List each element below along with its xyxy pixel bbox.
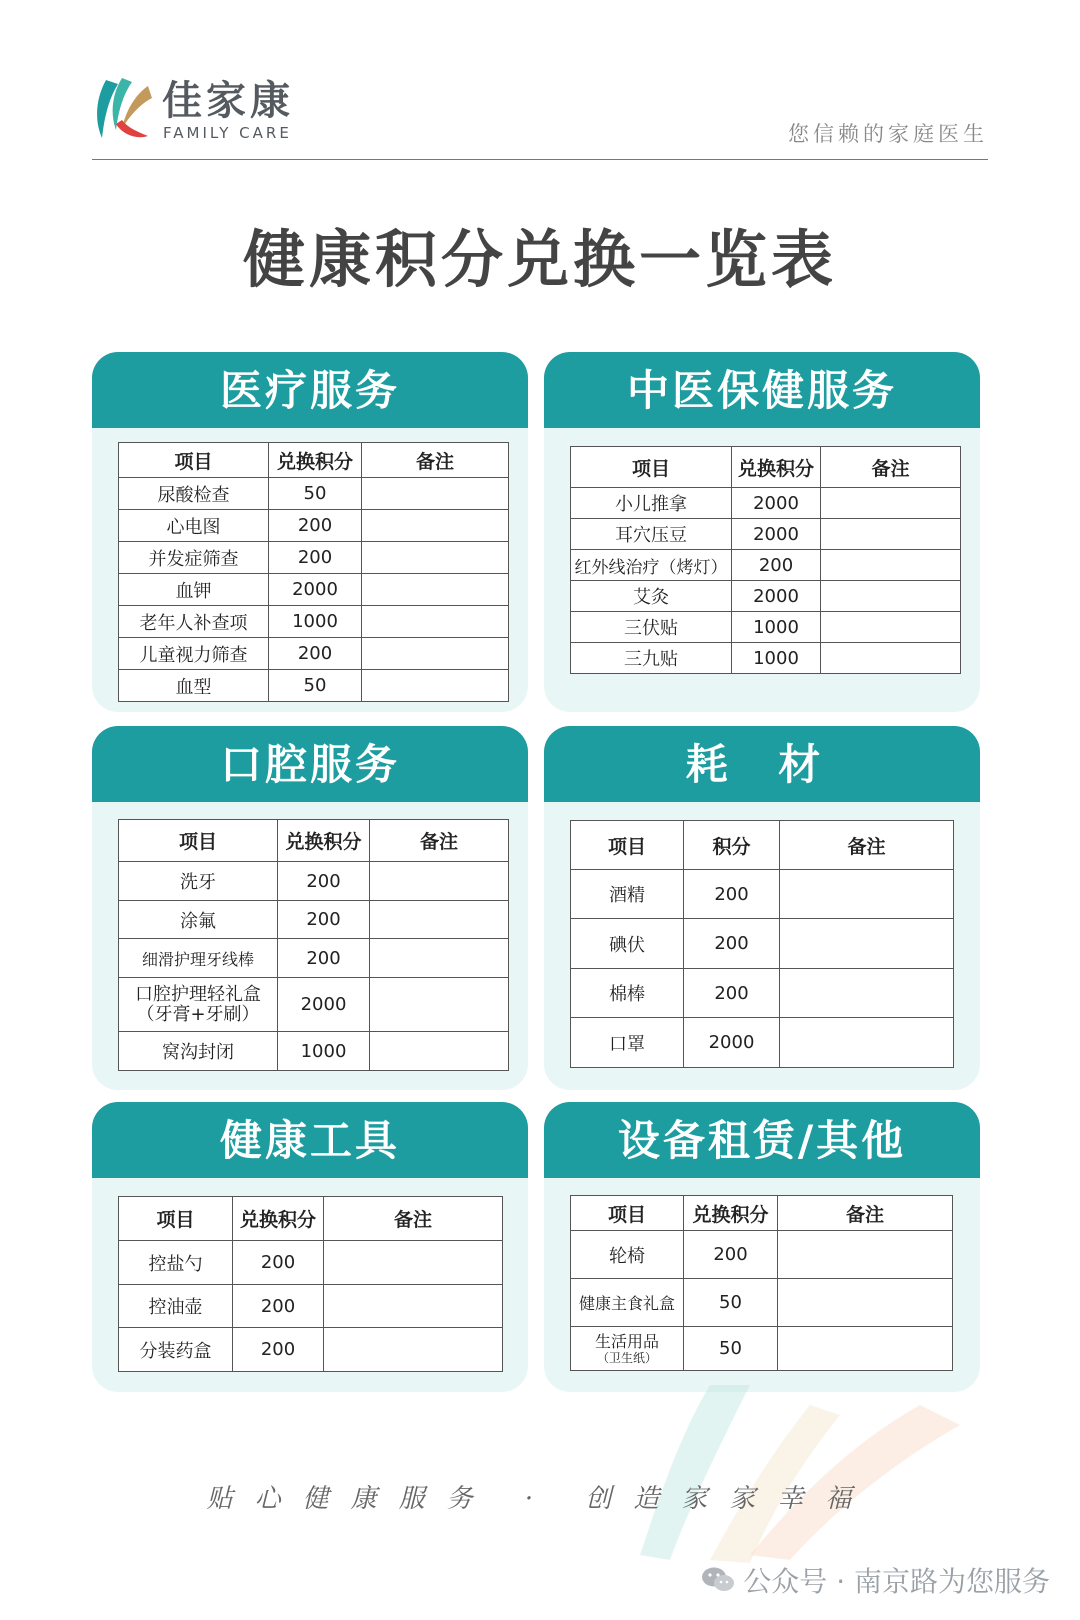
item-cell: 轮椅 <box>571 1231 684 1279</box>
item-cell: 控油壶 <box>119 1285 233 1328</box>
col-header-note: 备注 <box>780 821 954 870</box>
item-cell: 洗牙 <box>119 862 278 901</box>
col-header-note: 备注 <box>821 447 961 488</box>
item-sub-note: （牙膏+牙刷） <box>136 1003 260 1025</box>
item-cell: 三九贴 <box>571 643 732 674</box>
item-name: 生活用品 <box>594 1331 659 1351</box>
item-cell: 心电图 <box>119 510 269 542</box>
item-cell: 酒精 <box>571 870 684 919</box>
table-row <box>119 574 509 606</box>
points-cell: 200 <box>233 1241 324 1285</box>
header-divider <box>92 159 988 160</box>
note-cell <box>778 1231 953 1279</box>
item-cell: 儿童视力筛查 <box>119 638 269 670</box>
table-row <box>571 612 961 643</box>
table-row <box>571 1018 954 1068</box>
points-cell: 2000 <box>732 488 821 519</box>
table-header-row <box>571 821 954 870</box>
card-tools <box>92 1102 528 1392</box>
item-cell: 三伏贴 <box>571 612 732 643</box>
table-header-row <box>571 1196 953 1231</box>
table-row <box>571 550 961 581</box>
item-cell <box>119 978 278 1032</box>
note-cell <box>362 670 509 702</box>
note-cell <box>370 901 509 939</box>
note-cell <box>821 612 961 643</box>
col-header-note: 备注 <box>324 1197 503 1241</box>
item-cell: 窝沟封闭 <box>119 1032 278 1071</box>
item-cell: 血钾 <box>119 574 269 606</box>
item-cell: 并发症筛查 <box>119 542 269 574</box>
table-row <box>571 1231 953 1279</box>
points-cell: 2000 <box>278 978 370 1032</box>
note-cell <box>821 488 961 519</box>
item-cell: 涂氟 <box>119 901 278 939</box>
page-title: 健康积分兑换一览表 <box>242 223 837 296</box>
note-cell <box>370 978 509 1032</box>
table-header-row <box>119 1197 503 1241</box>
wechat-icon <box>701 1566 735 1594</box>
table-row <box>571 1327 953 1371</box>
card-rental <box>544 1102 980 1392</box>
table-row <box>119 510 509 542</box>
points-cell: 200 <box>684 969 780 1018</box>
points-cell: 200 <box>278 939 370 978</box>
item-cell: 艾灸 <box>571 581 732 612</box>
card-supplies-title: 耗 材 <box>544 726 980 802</box>
table-row <box>119 606 509 638</box>
card-tcm <box>544 352 980 712</box>
points-cell: 200 <box>269 542 362 574</box>
supplies-table <box>570 820 954 1068</box>
table-row <box>571 870 954 919</box>
col-header-item: 项目 <box>571 821 684 870</box>
note-cell <box>362 638 509 670</box>
points-cell: 2000 <box>732 581 821 612</box>
note-cell <box>821 519 961 550</box>
card-tools-title: 健康工具 <box>92 1102 528 1178</box>
item-cell: 细滑护理牙线棒 <box>119 939 278 978</box>
rental-table <box>570 1195 953 1371</box>
table-row <box>119 1241 503 1285</box>
table-row <box>571 519 961 550</box>
points-cell: 1000 <box>278 1032 370 1071</box>
note-cell <box>362 574 509 606</box>
col-header-item: 项目 <box>119 443 269 478</box>
card-rental-title: 设备租赁/其他 <box>544 1102 980 1178</box>
table-header-row <box>571 447 961 488</box>
table-row <box>119 901 509 939</box>
points-cell: 200 <box>278 862 370 901</box>
footer-slogan: 贴心健康服务 · 创造家家幸福 <box>206 1484 874 1514</box>
table-row <box>119 1328 503 1372</box>
table-row <box>571 581 961 612</box>
note-cell <box>778 1327 953 1371</box>
item-cell: 健康主食礼盒 <box>571 1279 684 1327</box>
note-cell <box>324 1285 503 1328</box>
item-cell: 棉棒 <box>571 969 684 1018</box>
tcm-table <box>570 446 961 674</box>
note-cell <box>362 510 509 542</box>
brand-name-cn: 佳家康 <box>162 78 294 124</box>
points-cell: 200 <box>269 638 362 670</box>
points-cell: 50 <box>269 478 362 510</box>
table-row <box>119 638 509 670</box>
points-cell: 200 <box>684 919 780 969</box>
points-cell: 1000 <box>269 606 362 638</box>
note-cell <box>362 606 509 638</box>
note-cell <box>780 870 954 919</box>
item-cell <box>571 1327 684 1371</box>
table-row <box>119 939 509 978</box>
col-header-item: 项目 <box>119 1197 233 1241</box>
card-medical-title: 医疗服务 <box>92 352 528 428</box>
item-cell: 控盐勺 <box>119 1241 233 1285</box>
table-row <box>119 542 509 574</box>
col-header-points: 兑换积分 <box>278 820 370 862</box>
decorative-brush-graphic <box>600 1385 970 1565</box>
note-cell <box>362 542 509 574</box>
points-cell: 50 <box>684 1327 778 1371</box>
table-row <box>119 978 509 1032</box>
points-cell: 2000 <box>732 519 821 550</box>
table-header-row <box>119 820 509 862</box>
points-cell: 200 <box>732 550 821 581</box>
table-header-row <box>119 443 509 478</box>
item-cell: 耳穴压豆 <box>571 519 732 550</box>
points-cell: 200 <box>233 1328 324 1372</box>
table-row <box>571 1279 953 1327</box>
note-cell <box>324 1241 503 1285</box>
col-header-points: 积分 <box>684 821 780 870</box>
col-header-points: 兑换积分 <box>269 443 362 478</box>
item-sub-note: （卫生纸） <box>596 1350 657 1365</box>
note-cell <box>362 478 509 510</box>
col-header-item: 项目 <box>571 447 732 488</box>
points-cell: 200 <box>233 1285 324 1328</box>
col-header-points: 兑换积分 <box>233 1197 324 1241</box>
note-cell <box>780 969 954 1018</box>
note-cell <box>370 862 509 901</box>
table-row <box>571 643 961 674</box>
table-row <box>119 862 509 901</box>
note-cell <box>780 1018 954 1068</box>
table-row <box>119 1032 509 1071</box>
col-header-note: 备注 <box>778 1196 953 1231</box>
item-name: 口腔护理轻礼盒 <box>135 983 261 1005</box>
table-row <box>571 919 954 969</box>
watermark-text: 公众号 · 南京路为您服务 <box>743 1565 1050 1598</box>
col-header-points: 兑换积分 <box>732 447 821 488</box>
item-cell: 血型 <box>119 670 269 702</box>
note-cell <box>324 1328 503 1372</box>
points-cell: 200 <box>269 510 362 542</box>
dental-table <box>118 819 509 1071</box>
col-header-item: 项目 <box>119 820 278 862</box>
table-row <box>119 1285 503 1328</box>
note-cell <box>780 919 954 969</box>
table-row <box>119 670 509 702</box>
brand-tagline: 您信赖的家庭医生 <box>788 122 988 146</box>
item-cell: 红外线治疗（烤灯） <box>571 550 732 581</box>
card-dental <box>92 726 528 1090</box>
col-header-item: 项目 <box>571 1196 684 1231</box>
table-row <box>119 478 509 510</box>
points-cell: 200 <box>684 1231 778 1279</box>
col-header-note: 备注 <box>362 443 509 478</box>
points-cell: 2000 <box>684 1018 780 1068</box>
item-cell: 老年人补查项 <box>119 606 269 638</box>
points-cell: 1000 <box>732 612 821 643</box>
medical-table <box>118 442 509 702</box>
points-cell: 200 <box>278 901 370 939</box>
points-cell: 50 <box>269 670 362 702</box>
card-tcm-title: 中医保健服务 <box>544 352 980 428</box>
item-cell: 口罩 <box>571 1018 684 1068</box>
family-care-logo-icon <box>92 76 154 142</box>
note-cell <box>821 643 961 674</box>
note-cell <box>821 550 961 581</box>
item-cell: 小儿推拿 <box>571 488 732 519</box>
wechat-watermark <box>701 1560 1050 1600</box>
points-cell: 200 <box>684 870 780 919</box>
table-row <box>571 969 954 1018</box>
points-cell: 1000 <box>732 643 821 674</box>
note-cell <box>778 1279 953 1327</box>
item-cell: 尿酸检查 <box>119 478 269 510</box>
item-cell: 分装药盒 <box>119 1328 233 1372</box>
points-cell: 2000 <box>269 574 362 606</box>
card-medical <box>92 352 528 712</box>
note-cell <box>821 581 961 612</box>
points-cell: 50 <box>684 1279 778 1327</box>
card-supplies <box>544 726 980 1090</box>
table-row <box>571 488 961 519</box>
brand-logo <box>92 76 312 146</box>
item-cell: 碘伏 <box>571 919 684 969</box>
brand-name-en: FAMILY CARE <box>163 124 292 142</box>
tools-table <box>118 1196 503 1372</box>
col-header-note: 备注 <box>370 820 509 862</box>
col-header-points: 兑换积分 <box>684 1196 778 1231</box>
note-cell <box>370 939 509 978</box>
card-dental-title: 口腔服务 <box>92 726 528 802</box>
note-cell <box>370 1032 509 1071</box>
